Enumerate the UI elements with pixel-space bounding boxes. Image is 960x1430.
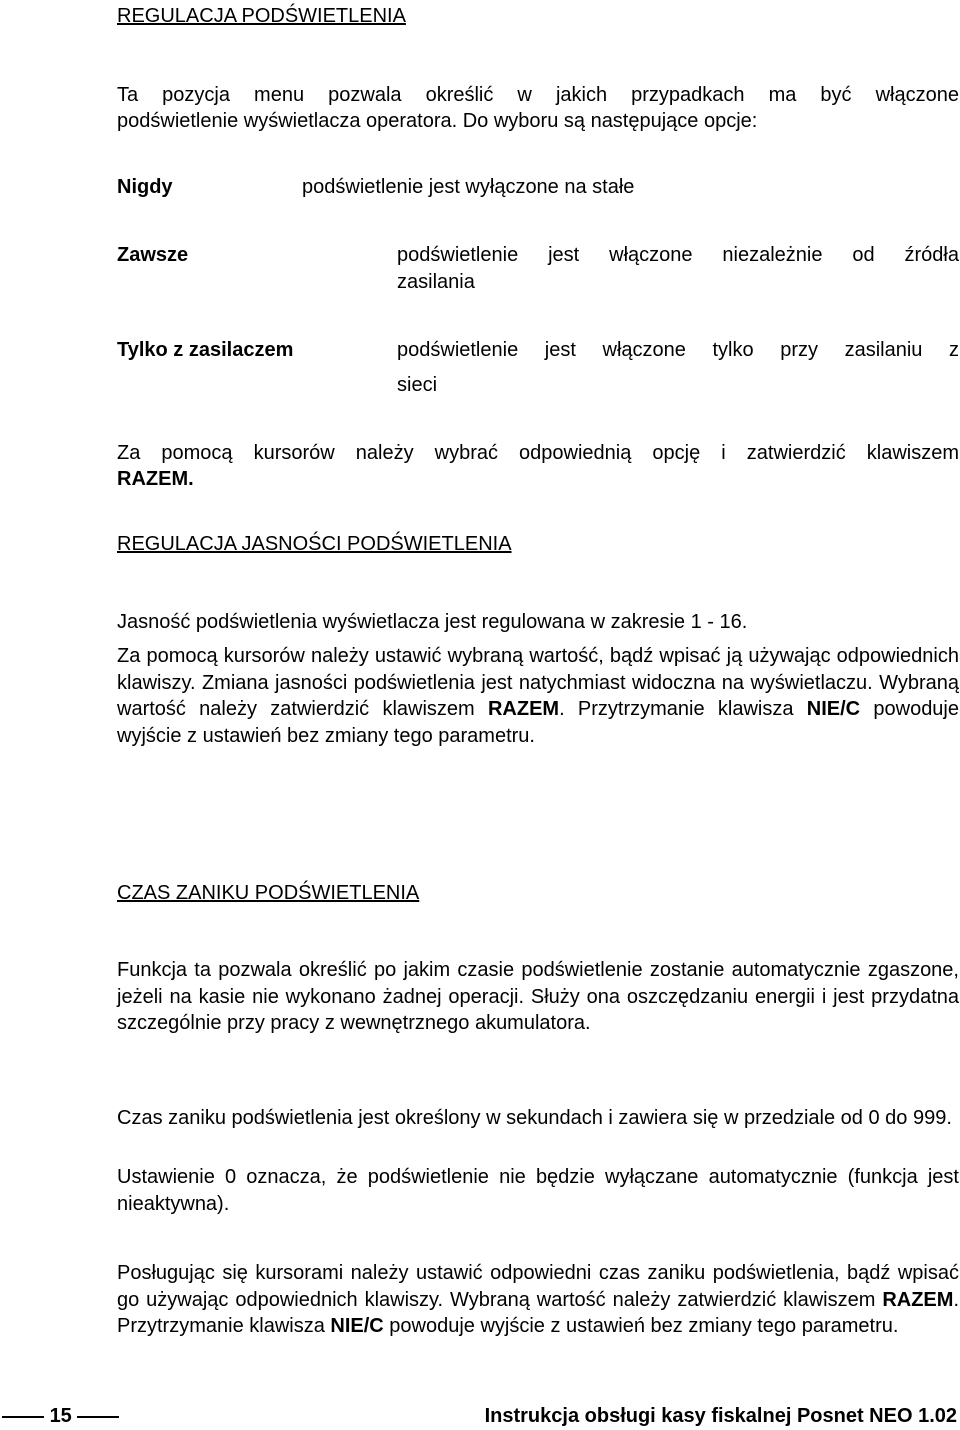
page-number: [2, 1405, 119, 1428]
key-razem: RAZEM: [882, 1288, 954, 1311]
intro-line-1: Ta pozycja menu pozwala określić w jakich przypadkach ma być włączone: [117, 84, 959, 106]
dash-right: [77, 1416, 119, 1418]
brightness-range-text: Jasność podświetlenia wyświetlacza jest regulowana w zakresie 1 - 16.: [117, 611, 748, 633]
option-desc-adapter-line-2: sieci: [397, 374, 438, 396]
option-desc-adapter-line-1: podświetlenie jest włączone tylko przy zasilaniu z: [397, 339, 959, 361]
confirm-key-label: RAZEM.: [117, 468, 194, 490]
cursor-instruction-line-1: Za pomocą kursorów należy wybrać odpowiednią opcję i zatwierdzić klawiszem: [117, 442, 959, 464]
option-desc-always-line-2: zasilania: [397, 271, 475, 293]
brightness-instructions-paragraph: Za pomocą kursorów należy ustawić wybraną wartość, bądź wpisać ją używając odpowiednich klawiszy. Zmiana jasności podświetlenia jest natychmiast widoczna na wyświetlaczu. Wybraną wartość należy zatwierdzić klawiszem RAZEM. Przytrzymanie klawisza NIE/C powoduje wyjście z ustawień bez zmiany tego parametru.: [117, 645, 959, 747]
intro-line-2: podświetlenie wyświetlacza operatora. Do wyboru są następujące opcje:: [117, 110, 758, 132]
option-term-never: Nigdy: [117, 176, 173, 198]
section-heading-brightness: REGULACJA JASNOŚCI PODŚWIETLENIA: [117, 533, 512, 555]
dash-left: [2, 1416, 44, 1418]
option-desc-never: podświetlenie jest wyłączone na stałe: [302, 176, 635, 198]
key-nie-c: NIE/C: [330, 1315, 384, 1337]
timeout-instructions-paragraph: Posługując się kursorami należy ustawić odpowiedni czas zaniku podświetlenia, bądź wpisać go używając odpowiednich klawiszy. Wybraną wartość należy zatwierdzić klawiszem RAZEM. Przytrzymanie klawisza NIE/C powoduje wyjście z ustawień bez zmiany tego parametru.: [117, 1262, 959, 1337]
option-desc-always-line-1: podświetlenie jest włączone niezależnie od źródła: [397, 244, 959, 266]
option-term-always: Zawsze: [117, 244, 189, 266]
timeout-zero-paragraph: Ustawienie 0 oznacza, że podświetlenie nie będzie wyłączane automatycznie (funkcja jest nieaktywna).: [117, 1166, 959, 1215]
timeout-range-paragraph: Czas zaniku podświetlenia jest określony w sekundach i zawiera się w przedziale od 0 do 999.: [117, 1107, 952, 1129]
section-heading-backlight: REGULACJA PODŚWIETLENIA: [117, 5, 406, 27]
option-term-adapter-only: Tylko z zasilaczem: [117, 339, 294, 361]
page-number-value: 15: [49, 1405, 72, 1427]
key-razem: RAZEM: [487, 698, 560, 720]
section-heading-timeout: CZAS ZANIKU PODŚWIETLENIA: [117, 882, 420, 904]
timeout-description-paragraph: Funkcja ta pozwala określić po jakim czasie podświetlenie zostanie automatycznie zgaszone, jeżeli na kasie nie wykonano żadnej operacji. Służy ona oszczędzaniu energii i jest przydatna szczególnie przy pracy z wewnętrznego akumulatora.: [117, 959, 959, 1034]
footer-document-title: Instrukcja obsługi kasy fiskalnej Posnet NEO 1.02: [484, 1405, 957, 1427]
key-nie-c: NIE/C: [806, 698, 861, 720]
